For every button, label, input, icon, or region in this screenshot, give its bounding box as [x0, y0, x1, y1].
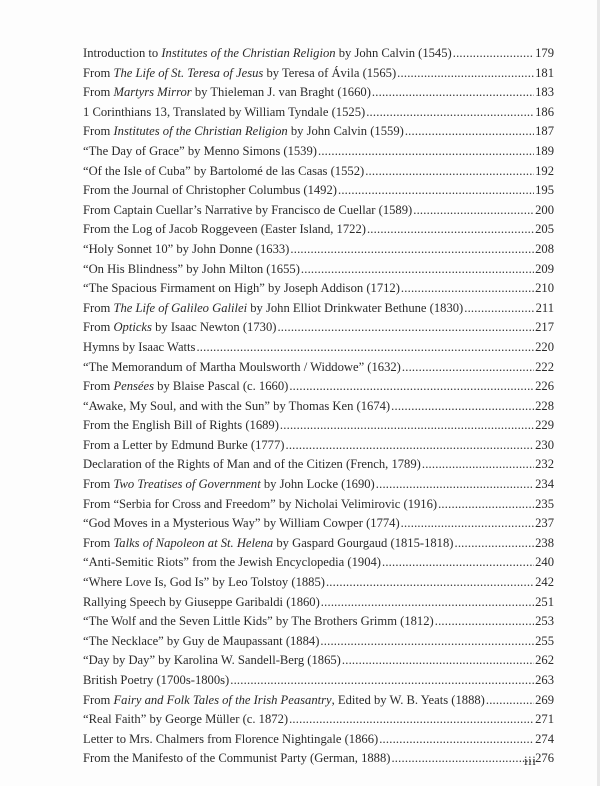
toc-entry-title — [83, 495, 437, 515]
toc-entry-title — [83, 103, 365, 123]
toc-entry-title — [83, 318, 276, 338]
toc-entry — [83, 103, 554, 123]
dot-leader — [342, 651, 534, 671]
toc-title-text: Hymns by Isaac Watts — [83, 339, 196, 354]
toc-title-text: by John Elliot Drinkwater Bethune (1830) — [247, 300, 464, 315]
toc-page-number: 237 — [535, 516, 554, 531]
toc-page-number: 187 — [535, 124, 554, 139]
toc-title-italic: Institutes of the Christian Religion — [113, 124, 288, 139]
toc-entry-title — [83, 534, 453, 554]
toc-entry-title — [83, 436, 284, 456]
toc-page-number: 242 — [535, 575, 554, 590]
toc-entry — [83, 671, 554, 691]
toc-page-number: 240 — [535, 555, 554, 570]
toc-page-number: 189 — [535, 143, 554, 158]
toc-entry-title — [83, 240, 289, 260]
dot-leader — [320, 632, 534, 652]
dot-leader — [365, 162, 534, 182]
toc-entry — [83, 436, 554, 456]
toc-entry-title — [83, 573, 325, 593]
dot-leader — [422, 455, 534, 475]
toc-title-italic: The Life of St. Teresa of Jesus — [113, 65, 264, 80]
toc-title-text: “The Necklace” by Guy de Maupassant (1884) — [83, 633, 320, 648]
toc-page-number: 234 — [535, 477, 554, 492]
toc-entry-title — [83, 83, 371, 103]
toc-page-number: 210 — [535, 281, 554, 296]
table-of-contents — [83, 44, 554, 769]
toc-page-number: 211 — [535, 300, 554, 315]
toc-page-number: 274 — [535, 731, 554, 746]
toc-entry-title — [83, 279, 400, 299]
dot-leader — [326, 573, 534, 593]
dot-leader — [366, 103, 534, 123]
toc-entry-title — [83, 749, 390, 769]
dot-leader — [230, 671, 534, 691]
toc-entry-title — [83, 162, 364, 182]
toc-entry — [83, 691, 554, 711]
toc-entry-title — [83, 358, 401, 378]
dot-leader — [382, 553, 534, 573]
toc-title-italic: Martyrs Mirror — [113, 85, 192, 100]
toc-title-text: , Edited by W. B. Yeats (1888) — [331, 692, 485, 707]
toc-entry — [83, 64, 554, 84]
dot-leader — [285, 436, 534, 456]
toc-page-number: 195 — [535, 183, 554, 198]
toc-title-text: by John Locke (1690) — [260, 477, 375, 492]
toc-page-number: 269 — [535, 692, 554, 707]
toc-entry-title — [83, 416, 279, 436]
toc-entry — [83, 573, 554, 593]
toc-title-italic: Fairy and Folk Tales of the Irish Peasantry — [113, 692, 332, 707]
toc-title-text: by Blaise Pascal (c. 1660) — [154, 379, 289, 394]
page-number: iii — [524, 753, 537, 768]
toc-entry — [83, 358, 554, 378]
dot-leader — [376, 475, 534, 495]
toc-entry — [83, 475, 554, 495]
toc-entry — [83, 240, 554, 260]
dot-leader — [379, 730, 534, 750]
toc-title-text: From — [83, 692, 114, 707]
toc-title-italic: Two Treatises of Government — [113, 477, 261, 492]
toc-entry-title — [83, 671, 229, 691]
toc-title-text: “The Wolf and the Seven Little Kids” by The Brothers Grimm (1812) — [83, 614, 434, 629]
toc-title-text: British Poetry (1700s-1800s) — [83, 673, 230, 687]
toc-title-text: by Thieleman J. van Braght (1660) — [191, 85, 371, 100]
toc-title-text: From the English Bill of Rights (1689) — [83, 418, 279, 433]
toc-title-text: From the Manifesto of the Communist Party (German, 1888) — [83, 751, 391, 766]
dot-leader — [397, 64, 534, 84]
toc-entry-title — [83, 710, 288, 730]
toc-entry — [83, 44, 554, 64]
toc-page-number: 235 — [535, 496, 554, 511]
toc-title-text: From Captain Cuellar’s Narrative by Francisco de Cuellar (1589) — [83, 202, 413, 217]
toc-entry-title — [83, 44, 452, 64]
toc-title-text: From — [83, 320, 114, 335]
toc-entry — [83, 730, 554, 750]
dot-leader — [301, 260, 534, 280]
toc-title-text: “The Day of Grace” by Menno Simons (1539) — [83, 143, 317, 158]
dot-leader — [367, 220, 534, 240]
toc-page-number: 229 — [535, 418, 554, 433]
dot-leader — [196, 338, 534, 358]
toc-title-text: by Teresa of Ávila (1565) — [263, 65, 397, 80]
toc-entry — [83, 710, 554, 730]
dot-leader — [454, 534, 534, 554]
toc-page-number: 192 — [535, 163, 554, 178]
toc-title-text: From a Letter by Edmund Burke (1777) — [83, 437, 285, 452]
toc-page-number: 208 — [535, 241, 554, 256]
toc-entry — [83, 455, 554, 475]
toc-page-number: 186 — [535, 104, 554, 119]
toc-title-text: From — [83, 379, 114, 394]
dot-leader — [405, 122, 534, 142]
toc-title-text: “Real Faith” by George Müller (c. 1872) — [83, 712, 289, 727]
toc-title-text: From “Serbia for Cross and Freedom” by Nicholai Velimirovic (1916) — [83, 496, 438, 511]
toc-entry — [83, 162, 554, 182]
toc-title-text: From — [83, 65, 114, 80]
dot-leader — [321, 593, 534, 613]
dot-leader — [435, 612, 534, 632]
toc-page-number: 255 — [535, 633, 554, 648]
toc-title-italic: Talks of Napoleon at St. Helena — [113, 535, 274, 550]
toc-title-text: From — [83, 85, 114, 100]
toc-title-italic: Opticks — [113, 320, 152, 335]
toc-entry — [83, 338, 554, 358]
dot-leader — [391, 397, 534, 417]
toc-title-text: “On His Blindness” by John Milton (1655) — [83, 261, 300, 276]
toc-entry-title — [83, 691, 485, 711]
toc-title-text: Letter to Mrs. Chalmers from Florence Nightingale (1866) — [83, 731, 379, 746]
toc-entry — [83, 142, 554, 162]
toc-entry — [83, 632, 554, 652]
toc-entry — [83, 397, 554, 417]
dot-leader — [289, 710, 534, 730]
toc-title-text: 1 Corinthians 13, Translated by William Tyndale (1525) — [83, 104, 366, 119]
toc-title-text: Introduction to — [83, 46, 162, 60]
toc-entry — [83, 534, 554, 554]
toc-page-number: 220 — [535, 339, 554, 354]
toc-page-number: 217 — [535, 320, 554, 335]
toc-entry — [83, 201, 554, 221]
toc-entry-title — [83, 593, 320, 613]
dot-leader — [391, 749, 537, 769]
toc-title-text: “Day by Day” by Karolina W. Sandell-Berg (1865) — [83, 653, 341, 668]
toc-entry-title — [83, 397, 390, 417]
toc-page-number: 209 — [535, 261, 554, 276]
toc-page-number: 232 — [535, 457, 554, 472]
toc-title-text: by John Calvin (1545) — [335, 46, 452, 60]
toc-entry — [83, 749, 554, 769]
toc-entry-title — [83, 475, 375, 495]
toc-page-number: 226 — [535, 379, 554, 394]
toc-title-text: “Holy Sonnet 10” by John Donne (1633) — [83, 241, 290, 256]
toc-title-italic: The Life of Galileo Galilei — [113, 300, 248, 315]
toc-entry-title — [83, 299, 463, 319]
toc-entry — [83, 612, 554, 632]
toc-title-text: Declaration of the Rights of Man and of the Citizen (French, 1789) — [83, 457, 421, 472]
toc-entry — [83, 377, 554, 397]
dot-leader — [372, 83, 534, 103]
toc-entry-title — [83, 64, 396, 84]
toc-page-number: 228 — [535, 398, 554, 413]
toc-title-text: From the Log of Jacob Roggeveen (Easter Island, 1722) — [83, 222, 366, 237]
toc-page-number: 205 — [535, 222, 554, 237]
toc-title-text: From — [83, 124, 114, 139]
toc-title-text: “Anti-Semitic Riots” from the Jewish Encyclopedia (1904) — [83, 555, 381, 570]
dot-leader — [486, 691, 534, 711]
toc-page-number: 263 — [535, 673, 554, 687]
toc-entry — [83, 495, 554, 515]
dot-leader — [438, 495, 534, 515]
toc-title-text: “Of the Isle of Cuba” by Bartolomé de las Casas (1552) — [83, 163, 365, 178]
toc-entry — [83, 651, 554, 671]
toc-entry — [83, 279, 554, 299]
toc-entry — [83, 122, 554, 142]
toc-entry — [83, 514, 554, 534]
toc-page-number: 276 — [535, 751, 554, 766]
dot-leader — [464, 299, 534, 319]
toc-entry — [83, 416, 554, 436]
toc-page-number: 200 — [535, 202, 554, 217]
toc-entry — [83, 318, 554, 338]
dot-leader — [401, 514, 534, 534]
toc-page-number: 222 — [535, 359, 554, 374]
dot-leader — [318, 142, 534, 162]
dot-leader — [338, 181, 534, 201]
toc-entry-title — [83, 260, 300, 280]
toc-title-text: From — [83, 535, 114, 550]
toc-entry-title — [83, 338, 195, 358]
toc-title-text: “Where Love Is, God Is” by Leo Tolstoy (1885) — [83, 575, 325, 590]
toc-page-number: 253 — [535, 614, 554, 629]
dot-leader — [413, 201, 534, 221]
toc-title-italic: Pensées — [113, 379, 155, 394]
toc-title-text: “The Spacious Firmament on High” by Joseph Addison (1712) — [83, 281, 400, 296]
toc-page-number: 183 — [535, 85, 554, 100]
toc-page-number: 262 — [535, 653, 554, 668]
toc-entry — [83, 593, 554, 613]
toc-entry — [83, 83, 554, 103]
toc-entry-title — [83, 651, 341, 671]
toc-entry — [83, 181, 554, 201]
dot-leader — [453, 44, 534, 64]
toc-title-italic: Institutes of the Christian Religion — [161, 46, 336, 60]
toc-entry — [83, 553, 554, 573]
dot-leader — [277, 318, 534, 338]
toc-entry-title — [83, 730, 378, 750]
toc-entry-title — [83, 455, 421, 475]
toc-title-text: From — [83, 477, 114, 492]
dot-leader — [289, 377, 534, 397]
toc-page-number: 238 — [535, 535, 554, 550]
toc-entry-title — [83, 201, 412, 221]
toc-entry-title — [83, 122, 404, 142]
toc-entry — [83, 220, 554, 240]
toc-title-text: From the Journal of Christopher Columbus (1492) — [83, 183, 337, 198]
toc-page-number: 230 — [535, 437, 554, 452]
dot-leader — [280, 416, 534, 436]
toc-title-text: Rallying Speech by Giuseppe Garibaldi (1860) — [83, 594, 320, 609]
toc-entry-title — [83, 553, 381, 573]
dot-leader — [401, 279, 534, 299]
toc-entry-title — [83, 514, 400, 534]
toc-title-text: From — [83, 300, 114, 315]
toc-entry — [83, 260, 554, 280]
toc-title-text: “Awake, My Soul, and with the Sun” by Thomas Ken (1674) — [83, 398, 391, 413]
dot-leader — [290, 240, 534, 260]
toc-page-number: 271 — [535, 712, 554, 727]
toc-entry-title — [83, 220, 366, 240]
toc-entry-title — [83, 142, 317, 162]
toc-entry-title — [83, 612, 434, 632]
dot-leader — [402, 358, 534, 378]
toc-title-text: “God Moves in a Mysterious Way” by William Cowper (1774) — [83, 516, 400, 531]
toc-page-number: 179 — [535, 46, 554, 60]
toc-page-number: 181 — [535, 65, 554, 80]
toc-entry — [83, 299, 554, 319]
toc-title-text: by Isaac Newton (1730) — [151, 320, 277, 335]
toc-entry-title — [83, 632, 319, 652]
toc-title-text: by John Calvin (1559) — [287, 124, 404, 139]
toc-entry-title — [83, 181, 337, 201]
toc-title-text: by Gaspard Gourgaud (1815-1818) — [273, 535, 454, 550]
toc-entry-title — [83, 377, 288, 397]
toc-page-number: 251 — [535, 594, 554, 609]
toc-title-text: “The Memorandum of Martha Moulsworth / Widdowe” (1632) — [83, 359, 401, 374]
